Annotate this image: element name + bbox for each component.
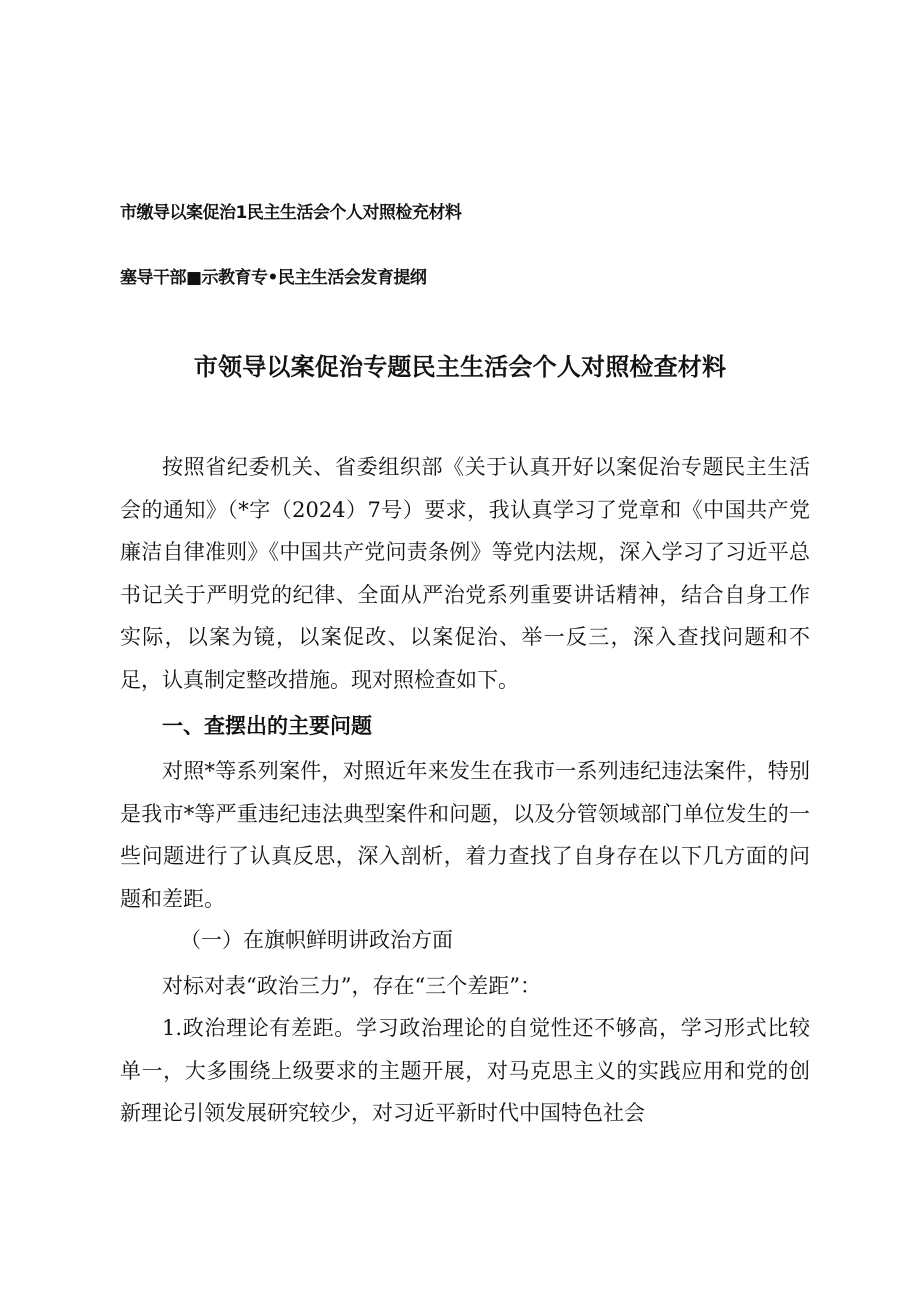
- section-heading-1: 一、查摆出的主要问题: [162, 714, 372, 738]
- paragraph-problems: 对照*等系列案件，对照近年来发生在我市一系列违纪违法案件，特别是我市*等严重违纪违法典型案件和问题，以及分管领域部门单位发生的一些问题进行了认真反思，深入剖析，着力查找了自身存在以下几方面的问题和差距。: [120, 759, 810, 911]
- toc-line-1: 市缴导以案促治1民主生活会个人对照检充材料: [120, 203, 462, 223]
- paragraph-gaps-intro: 对标对表“政治三力”，存在“三个差距”：: [162, 974, 541, 998]
- toc-line-2: 塞导干部■示教育专•民主生活会发育提纲: [120, 268, 427, 288]
- paragraph-intro: 按照省纪委机关、省委组织部《关于认真开好以案促治专题民主生活会的通知》（*字（2024）7号）要求，我认真学习了党章和《中国共产党廉洁自律准则》《中国共产党问责条例》等党内法规，深入学习了习近平总书记关于严明党的纪律、全面从严治党系列重要讲话精神，结合自身工作实际，以案为镜，以案促改、以案促治、举一反三，深入查找问题和不足，认真制定整改措施。现对照检查如下。: [120, 455, 810, 692]
- subsection-heading-1: （一）在旗帜鲜明讲政治方面: [180, 928, 453, 952]
- document-title: 市领导以案促治专题民主生活会个人对照检查材料: [193, 353, 727, 381]
- paragraph-theory-gap: 1.政治理论有差距。学习政治理论的自觉性还不够高，学习形式比较单一，大多围绕上级要求的主题开展，对马克思主义的实践应用和党的创新理论引领发展研究较少，对习近平新时代中国特色社会: [120, 1016, 810, 1125]
